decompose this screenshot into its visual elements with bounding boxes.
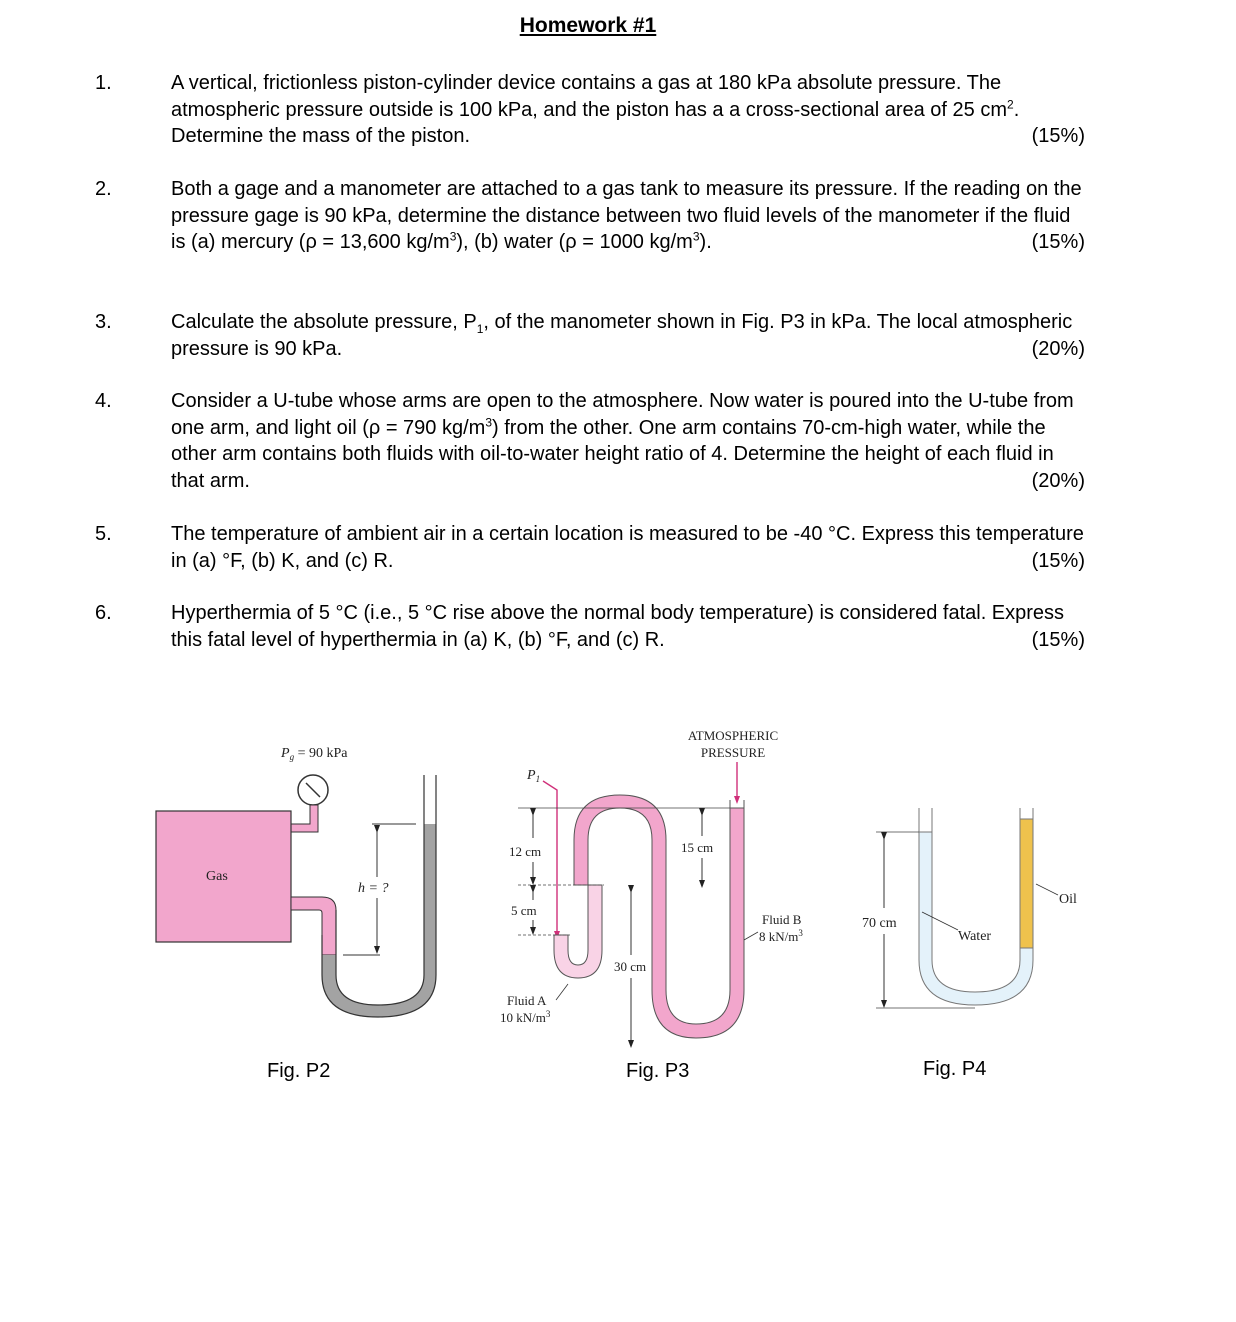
problem-number: 1.: [95, 72, 112, 94]
problem-weight: (15%): [1031, 231, 1085, 253]
dim-15-label: 15 cm: [681, 840, 714, 855]
water-label: Water: [958, 929, 992, 944]
fluid-b-leader: [744, 932, 758, 940]
problem-number: 2.: [95, 178, 112, 200]
dim-30-label: 30 cm: [614, 959, 647, 974]
oil-fluid: [1020, 819, 1033, 948]
problem-weight: (15%): [1031, 628, 1085, 651]
problem-text: Calculate the absolute pressure, $P_1$, of the manometer shown in Fig. P3 in kPa. The local atmospheric pressure is 90 kPa.: [171, 311, 1073, 360]
problem-weight: (20%): [1031, 469, 1085, 492]
page-title: Homework #1: [519, 14, 657, 37]
dim-12-label: 12 cm: [509, 844, 542, 859]
atm-label-2: PRESSURE: [700, 745, 766, 760]
fig-p4: [862, 808, 1077, 1080]
fluid-a: [554, 885, 602, 978]
problem-text: Both a gage and a manometer are attached to a gas tank to measure its pressure. If the reading on the pressure gage is 90 kPa, determine the distance between two fluid levels of the manometer if the fluid is (a) mercury (ρ = 13,600 $kg/m^3$), (b) water (ρ = 1000 $kg/m^3$).: [171, 178, 1082, 253]
fluid-a-weight: 10 $kN/m^3$: [500, 1009, 551, 1025]
fluid-b-weight: 8 $kN/m^3$: [759, 928, 803, 944]
h-label: h = ?: [358, 881, 389, 896]
oil-label: Oil: [1059, 892, 1077, 907]
problem-weight: (15%): [1031, 125, 1085, 147]
fig-p4-caption: Fig. P4: [923, 1058, 987, 1080]
atm-label-1: ATMOSPHERIC: [687, 728, 779, 743]
dim-5-label: 5 cm: [511, 903, 537, 918]
gage-reading-label: $P_g = 90$ kPa: [281, 746, 348, 762]
problem-weight: (15%): [1031, 549, 1085, 572]
problem-number: 4.: [95, 390, 112, 412]
manometer-pipe: [291, 897, 336, 955]
fig-p2: [156, 746, 436, 1082]
problem-text: Consider a U-tube whose arms are open to the atmosphere. Now water is poured into the U-tube from one arm, and light oil (ρ = 790 $kg/m^3$) from the other. One arm contains 70-cm-high water, while the other arm contains both fluids with oil-to-water height ratio of 4. Determine the height of each fluid in that arm.: [171, 390, 1074, 492]
problem-number: 6.: [95, 602, 112, 624]
fig-p3-caption: Fig. P3: [626, 1060, 690, 1082]
p1-arrow: [543, 781, 557, 935]
dim-70-label: 70 cm: [862, 916, 897, 931]
problem-text: A vertical, frictionless piston-cylinder device contains a gas at 180 kPa absolute pressure. The atmospheric pressure outside is 100 kPa, and the piston has a a cross-sectional area of 25 $cm^2$. Determine the mass of the piston.: [171, 72, 1020, 147]
fluid-b-label: Fluid B: [762, 912, 802, 927]
fluid-a-label: Fluid A: [507, 993, 547, 1008]
fig-p3: [500, 728, 803, 1082]
fluid-a-leader: [556, 984, 568, 1000]
u-tube-outer: [322, 775, 436, 1017]
problem-text: The temperature of ambient air in a certain location is measured to be -40 °C. Express this temperature in (a) °F, (b) K, and (c) R.: [171, 523, 1084, 572]
gas-label: Gas: [206, 869, 228, 884]
gage-stem: [291, 805, 318, 832]
p1-label: $P_1$: [527, 768, 541, 784]
problem-weight: (20%): [1031, 337, 1085, 360]
problem-text: Hyperthermia of 5 °C (i.e., 5 °C rise above the normal body temperature) is considered fatal. Express this fatal level of hyperthermia in (a) K, (b) °F, and (c) R.: [171, 602, 1065, 651]
problem-number: 3.: [95, 311, 112, 333]
oil-leader: [1036, 884, 1058, 895]
fig-p2-caption: Fig. P2: [267, 1060, 331, 1082]
water-fluid: [919, 832, 1033, 1005]
problem-number: 5.: [95, 523, 112, 545]
